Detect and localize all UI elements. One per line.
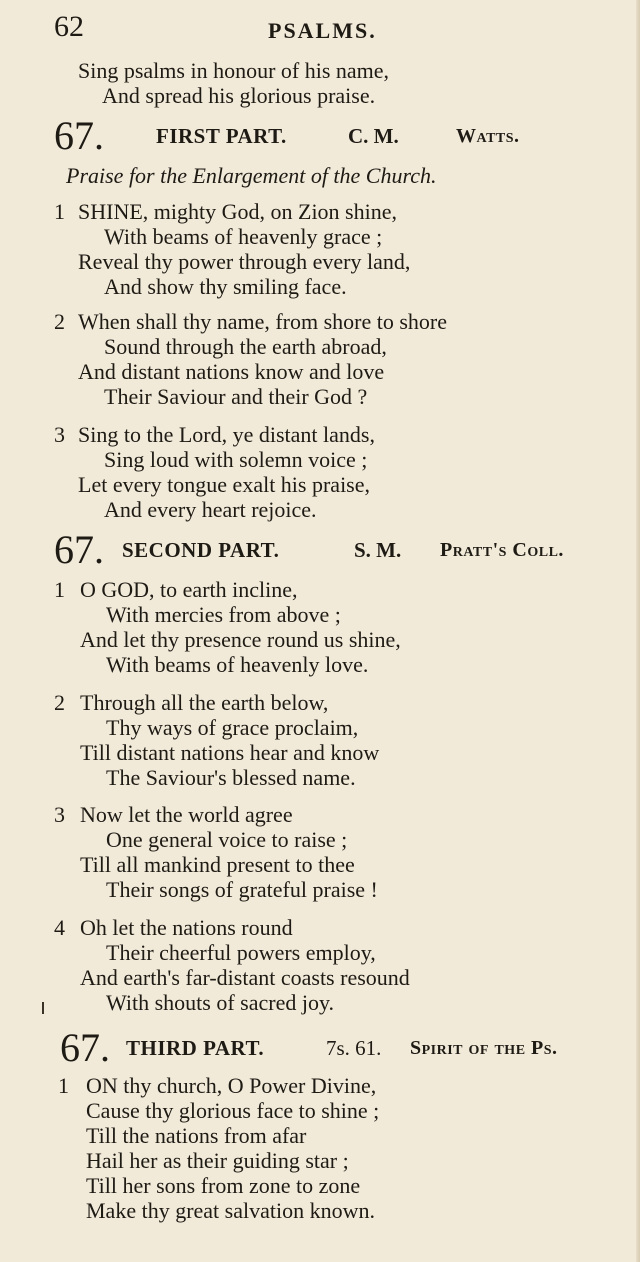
verse-line: Till her sons from zone to zone xyxy=(86,1173,361,1198)
verse-line: And distant nations know and love xyxy=(78,359,385,384)
verse-line: With mercies from above ; xyxy=(106,602,341,627)
hymn-author: Watts. xyxy=(456,125,520,147)
hymn-number: 67. xyxy=(54,113,104,158)
verse-line: Their cheerful powers employ, xyxy=(106,940,376,965)
hymn-number: 67. xyxy=(54,527,104,572)
verse-line: Through all the earth below, xyxy=(80,690,329,715)
hymn-part: SECOND PART. xyxy=(122,538,280,562)
verse-line: Sound through the earth abroad, xyxy=(104,334,387,359)
verse-line: Now let the world agree xyxy=(80,802,293,827)
hymn-subtitle: Praise for the Enlargement of the Church. xyxy=(66,163,437,188)
verse-number: 1 xyxy=(54,577,65,602)
verse-number: 4 xyxy=(54,915,65,940)
verse-line: Their Saviour and their God ? xyxy=(104,384,368,409)
verse-line: Till the nations from afar xyxy=(86,1123,307,1148)
verse-number: 3 xyxy=(54,802,65,827)
hymn-meter: 7s. 61. xyxy=(326,1036,382,1060)
verse-line: Hail her as their guiding star ; xyxy=(86,1148,349,1173)
hymn-header xyxy=(0,528,640,572)
hymn-header xyxy=(0,1026,640,1070)
verse-number: 2 xyxy=(54,690,65,715)
verse-number: 1 xyxy=(58,1073,69,1098)
margin-mark xyxy=(42,1002,44,1014)
verse-line: And let thy presence round us shine, xyxy=(80,627,401,652)
verse-number: 2 xyxy=(54,309,65,334)
hymn-part: FIRST PART. xyxy=(156,124,287,148)
page-edge xyxy=(636,0,640,1262)
verse-line: O GOD, to earth incline, xyxy=(80,577,298,602)
hymn-header xyxy=(0,114,640,158)
verse-line: Thy ways of grace proclaim, xyxy=(106,715,359,740)
verse-line: The Saviour's blessed name. xyxy=(106,765,356,790)
hymn-meter: C. M. xyxy=(348,124,399,148)
page-number: 62 xyxy=(54,10,84,43)
verse-line: With beams of heavenly grace ; xyxy=(104,224,383,249)
verse-number: 1 xyxy=(54,199,65,224)
running-head xyxy=(0,6,640,46)
verse-number: 3 xyxy=(54,422,65,447)
hymn-author: Pratt's Coll. xyxy=(440,539,564,561)
verse-line: ON thy church, O Power Divine, xyxy=(86,1073,377,1098)
verse-line: Make thy great salvation known. xyxy=(86,1198,375,1223)
hymn-number: 67. xyxy=(60,1025,110,1070)
verse-line: Sing loud with solemn voice ; xyxy=(104,447,368,472)
verse-line: Let every tongue exalt his praise, xyxy=(78,472,371,497)
hymn-author: Spirit of the Ps. xyxy=(410,1037,558,1059)
verse-line: Oh let the nations round xyxy=(80,915,293,940)
verse-line: Till all mankind present to thee xyxy=(80,852,355,877)
hymn-part: THIRD PART. xyxy=(126,1036,265,1060)
verse-line: When shall thy name, from shore to shore xyxy=(78,309,448,334)
verse-line: Till distant nations hear and know xyxy=(80,740,380,765)
verse-line: SHINE, mighty God, on Zion shine, xyxy=(78,199,397,224)
verse-line: With shouts of sacred joy. xyxy=(106,990,335,1015)
verse-line: With beams of heavenly love. xyxy=(106,652,369,677)
verse-line: One general voice to raise ; xyxy=(106,827,348,852)
verse-line: And earth's far-distant coasts resound xyxy=(80,965,410,990)
hymn-meter: S. M. xyxy=(354,538,402,562)
running-title: PSALMS. xyxy=(268,18,377,43)
continuation-line: And spread his glorious praise. xyxy=(102,83,376,108)
verse-line: Cause thy glorious face to shine ; xyxy=(86,1098,380,1123)
verse-line: Their songs of grateful praise ! xyxy=(106,877,378,902)
verse-line: And every heart rejoice. xyxy=(104,497,317,522)
verse-line: And show thy smiling face. xyxy=(104,274,347,299)
verse-line: Reveal thy power through every land, xyxy=(78,249,411,274)
continuation-line: Sing psalms in honour of his name, xyxy=(78,58,390,83)
verse-line: Sing to the Lord, ye distant lands, xyxy=(78,422,375,447)
